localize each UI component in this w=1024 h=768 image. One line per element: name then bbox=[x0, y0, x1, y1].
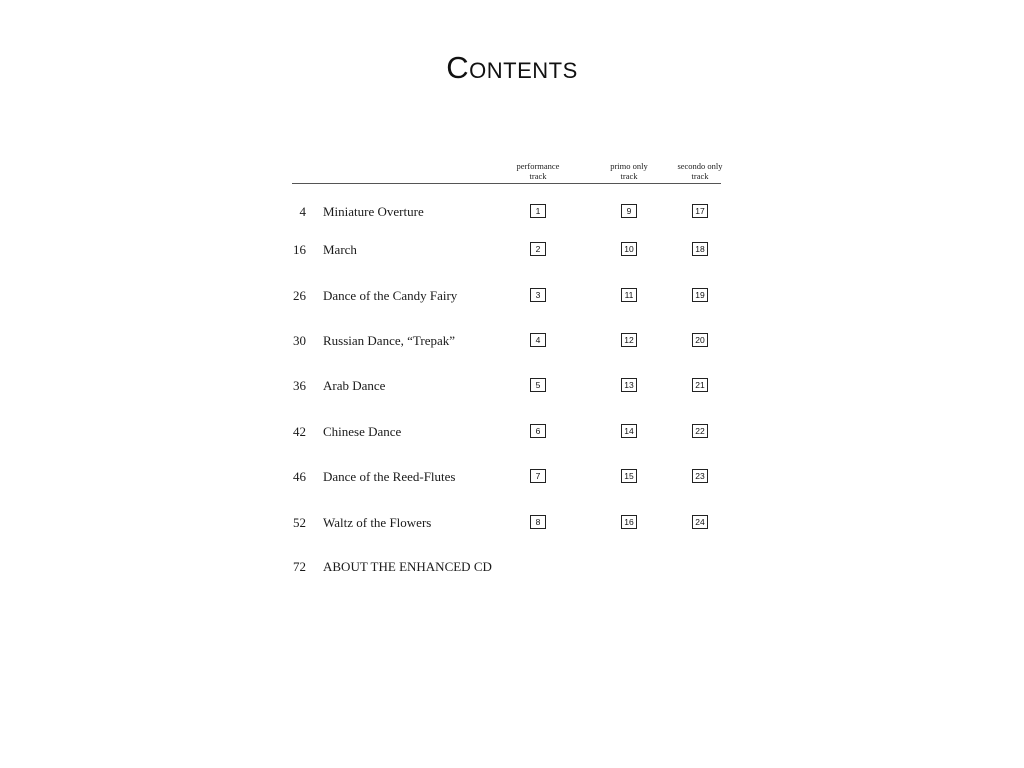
column-header-line: track bbox=[691, 170, 709, 181]
primo-track-badge[interactable]: 15 bbox=[621, 469, 637, 483]
page-number: 72 bbox=[293, 559, 306, 574]
piece-title[interactable]: Miniature Overture bbox=[323, 204, 424, 219]
secondo-track-badge[interactable]: 23 bbox=[692, 469, 708, 483]
contents-row bbox=[0, 467, 1024, 487]
piece-title[interactable]: Arab Dance bbox=[323, 378, 386, 393]
page-number: 46 bbox=[293, 469, 306, 484]
column-header-line: primo only bbox=[610, 161, 648, 171]
page-number: 36 bbox=[293, 378, 306, 393]
column-header-line: performance bbox=[516, 161, 560, 171]
page-number: 16 bbox=[293, 242, 306, 257]
contents-row bbox=[0, 202, 1024, 222]
column-header-line: track bbox=[529, 170, 547, 181]
page-title: Contents bbox=[446, 50, 578, 85]
performance-track-badge[interactable]: 4 bbox=[530, 333, 546, 347]
performance-track-badge[interactable]: 6 bbox=[530, 424, 546, 438]
contents-row bbox=[0, 422, 1024, 442]
piece-title[interactable]: Russian Dance, “Trepak” bbox=[323, 333, 456, 348]
primo-track-badge[interactable]: 10 bbox=[621, 242, 637, 256]
contents-row bbox=[0, 240, 1024, 260]
primo-track-badge[interactable]: 13 bbox=[621, 378, 637, 392]
column-header-secondo-track bbox=[645, 162, 755, 181]
primo-track-badge[interactable]: 11 bbox=[621, 288, 637, 302]
secondo-track-badge[interactable]: 20 bbox=[692, 333, 708, 347]
piece-title[interactable]: March bbox=[323, 242, 357, 257]
secondo-track-badge[interactable]: 19 bbox=[692, 288, 708, 302]
page-number: 30 bbox=[293, 333, 306, 348]
contents-row bbox=[0, 513, 1024, 533]
piece-title[interactable]: Chinese Dance bbox=[323, 424, 402, 439]
page-number: 42 bbox=[293, 424, 306, 439]
primo-track-badge[interactable]: 12 bbox=[621, 333, 637, 347]
primo-track-badge[interactable]: 9 bbox=[621, 204, 637, 218]
page-number: 26 bbox=[293, 288, 306, 303]
performance-track-badge[interactable]: 5 bbox=[530, 378, 546, 392]
secondo-track-badge[interactable]: 22 bbox=[692, 424, 708, 438]
contents-row bbox=[0, 286, 1024, 306]
piece-title[interactable]: Waltz of the Flowers bbox=[323, 515, 432, 530]
page-number: 4 bbox=[299, 204, 306, 219]
secondo-track-badge[interactable]: 24 bbox=[692, 515, 708, 529]
performance-track-badge[interactable]: 3 bbox=[530, 288, 546, 302]
performance-track-badge[interactable]: 2 bbox=[530, 242, 546, 256]
contents-row bbox=[0, 331, 1024, 351]
primo-track-badge[interactable]: 16 bbox=[621, 515, 637, 529]
column-header-line: secondo only bbox=[677, 161, 723, 171]
performance-track-badge[interactable]: 7 bbox=[530, 469, 546, 483]
secondo-track-badge[interactable]: 18 bbox=[692, 242, 708, 256]
header-divider bbox=[292, 183, 721, 184]
piece-title[interactable]: Dance of the Reed-Flutes bbox=[323, 469, 456, 484]
performance-track-badge[interactable]: 1 bbox=[530, 204, 546, 218]
performance-track-badge[interactable]: 8 bbox=[530, 515, 546, 529]
primo-track-badge[interactable]: 14 bbox=[621, 424, 637, 438]
column-header-line: track bbox=[620, 170, 638, 181]
page-number: 52 bbox=[293, 515, 306, 530]
secondo-track-badge[interactable]: 21 bbox=[692, 378, 708, 392]
contents-row-appendix bbox=[0, 557, 1024, 577]
appendix-title[interactable]: ABOUT THE ENHANCED CD bbox=[323, 559, 492, 574]
piece-title[interactable]: Dance of the Candy Fairy bbox=[323, 288, 458, 303]
secondo-track-badge[interactable]: 17 bbox=[692, 204, 708, 218]
contents-row bbox=[0, 376, 1024, 396]
